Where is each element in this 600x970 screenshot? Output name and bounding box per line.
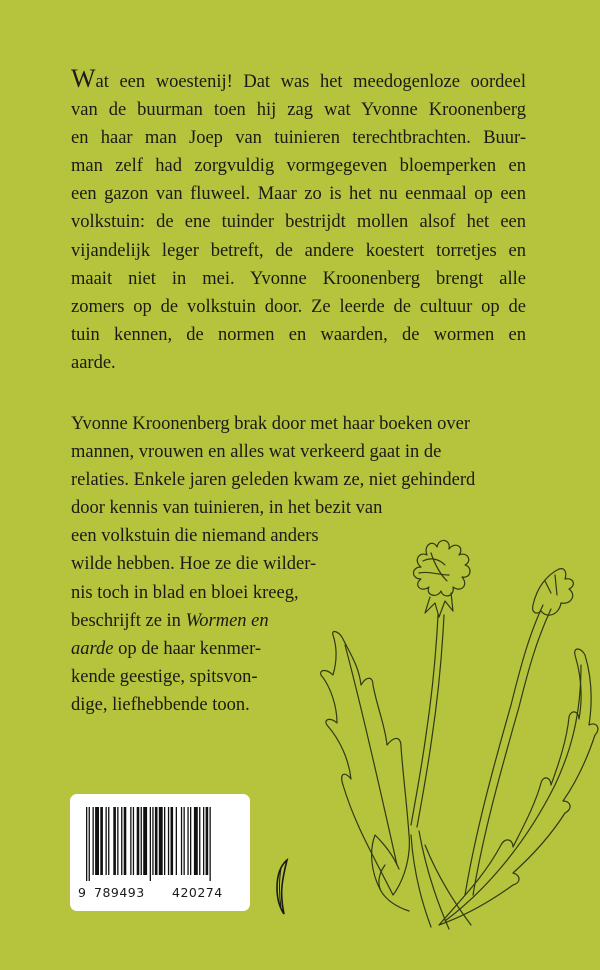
isbn-group-2: 420274 bbox=[172, 885, 223, 900]
blurb-line: wilde hebben. Hoe ze die wilder- bbox=[71, 554, 317, 575]
blurb-line: kende geestige, spitsvon- bbox=[71, 666, 258, 687]
barcode-bar bbox=[108, 807, 109, 875]
dandelion-line-drawing bbox=[315, 535, 600, 945]
blurb-line: en haar man Joep van tuinieren terechtbrachten. Buur- bbox=[71, 128, 526, 149]
barcode-bar bbox=[210, 807, 211, 881]
blurb-line-text: op de haar kenmer- bbox=[113, 638, 262, 659]
book-title-italic: Wormen en bbox=[185, 610, 269, 631]
barcode-bar bbox=[121, 807, 122, 875]
barcode-bar bbox=[171, 807, 174, 875]
barcode-bar bbox=[106, 807, 107, 875]
barcode-bar bbox=[187, 807, 188, 875]
barcode-bar bbox=[184, 807, 185, 875]
blurb-line: man zelf had zorgvuldig vormgegeven bloemperken en bbox=[71, 156, 526, 177]
barcode-bar bbox=[130, 807, 131, 875]
barcode-bar bbox=[203, 807, 204, 875]
isbn-lead-digit: 9 bbox=[78, 885, 87, 900]
barcode-bar bbox=[150, 807, 151, 881]
barcode-bar bbox=[137, 807, 140, 875]
blurb-line: dige, liefhebbende toon. bbox=[71, 694, 250, 715]
blurb-line: zomers op de volkstuin door. Ze leerde de cultuur op de bbox=[71, 296, 526, 317]
barcode-bar bbox=[155, 807, 158, 875]
isbn-group-1: 789493 bbox=[94, 885, 145, 900]
barcode-bar bbox=[117, 807, 118, 875]
barcode-bar bbox=[100, 807, 103, 875]
blurb-paragraph-1 bbox=[71, 64, 526, 377]
barcode-bar bbox=[89, 807, 90, 881]
barcode-bar bbox=[159, 807, 163, 875]
blurb-line: tuin kennen, de normen en waarden, de wormen en bbox=[71, 324, 526, 345]
publisher-quill-icon bbox=[275, 858, 289, 916]
blurb-line: door kennis van tuinieren, in het bezit van bbox=[71, 498, 383, 519]
barcode-bar bbox=[133, 807, 134, 875]
blurb-line: mannen, vrouwen en alles wat verkeerd gaat in de bbox=[71, 442, 442, 463]
blurb-line: aarde. bbox=[71, 352, 116, 373]
blurb-line: relaties. Enkele jaren geleden kwam ze, niet gehinderd bbox=[71, 470, 476, 491]
barcode-bar bbox=[143, 807, 147, 875]
blurb-line: volkstuin: de ene tuinder bestrijdt mollen alsof het een bbox=[71, 212, 526, 233]
blurb-line: een volkstuin die niemand anders bbox=[71, 526, 319, 547]
blurb-line bbox=[71, 64, 526, 96]
blurb-line: van de buurman toen hij zag wat Yvonne Kroonenberg bbox=[71, 100, 526, 121]
barcode-bar bbox=[93, 807, 94, 875]
book-title-italic: aarde bbox=[71, 638, 114, 659]
barcode-bar bbox=[168, 807, 169, 875]
barcode-bar bbox=[164, 807, 165, 875]
blurb-line-text: at een woestenij! Dat was het meedogenloze oordeel bbox=[95, 72, 526, 92]
barcode-bar bbox=[152, 807, 153, 875]
barcode-bar bbox=[206, 807, 209, 875]
barcode-bar bbox=[190, 807, 191, 875]
blurb-line: Yvonne Kroonenberg brak door met haar boeken over bbox=[71, 414, 471, 434]
barcode-bar bbox=[141, 807, 142, 875]
blurb-line: een gazon van fluweel. Maar zo is het nu eenmaal op een bbox=[71, 184, 526, 205]
blurb-line: vijandelijk leger betreft, de andere koestert torretjes en bbox=[71, 240, 526, 261]
drop-cap: W bbox=[71, 64, 96, 93]
barcode-bar bbox=[199, 807, 200, 875]
isbn-number bbox=[78, 885, 242, 903]
barcode-bar bbox=[181, 807, 182, 875]
barcode-bar bbox=[194, 807, 198, 875]
blurb-line-text: beschrijft ze in bbox=[71, 610, 186, 631]
barcode-bar bbox=[176, 807, 177, 875]
barcode-bar bbox=[95, 807, 99, 875]
blurb-line: nis toch in blad en bloei kreeg, bbox=[71, 582, 299, 603]
barcode-bar bbox=[124, 807, 127, 875]
barcode-bar bbox=[86, 807, 87, 881]
blurb-line: maait niet in mei. Yvonne Kroonenberg brengt alle bbox=[71, 268, 526, 289]
barcode-label bbox=[70, 794, 250, 911]
barcode-bar bbox=[113, 807, 116, 875]
barcode-icon bbox=[84, 807, 236, 881]
